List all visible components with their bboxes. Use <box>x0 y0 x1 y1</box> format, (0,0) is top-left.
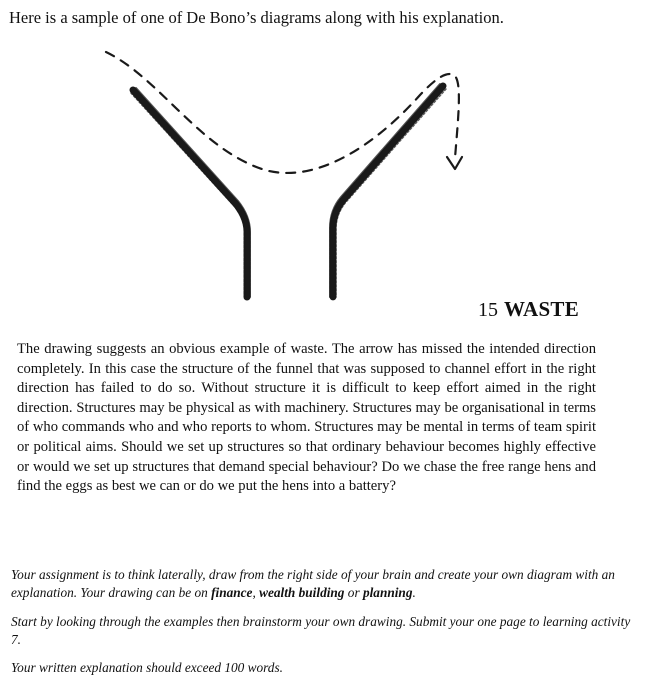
funnel-right-wall <box>330 84 446 297</box>
assignment-period: . <box>412 584 416 600</box>
assignment-intro-text: Your assignment is to think laterally, draw from the right side of your brain and create your own diagram with an explanation. Your drawing can be on <box>11 567 615 600</box>
funnel-left-wall <box>131 88 250 297</box>
topic-planning: planning <box>362 584 413 600</box>
arrow-head-icon <box>447 157 462 169</box>
diagram-title-word: WASTE <box>504 297 580 321</box>
diagram-number: 15 <box>478 299 498 321</box>
intro-text: Here is a sample of one of De Bono’s diagrams along with his explanation. <box>9 8 504 27</box>
separator-comma: , <box>252 584 260 600</box>
topic-wealth-building: wealth building <box>259 584 345 600</box>
separator-or: or <box>344 584 363 600</box>
assignment-paragraph <box>11 566 639 601</box>
diagram-explanation: The drawing suggests an obvious example of waste. The arrow has missed the intended direction completely. In this case the structure of the funnel that was supposed to channel effort in the right direction has failed to do so. Without structure it is difficult to keep effort aimed in the right direction. Structures may be physical as with machinery. Structures may be organisational in terms of who commands who and who reports to whom. Structures may be mental in terms of team spirit or political aims. Should we set up structures so that ordinary behaviour becomes highly effective or would we set up structures that demand special behaviour? Do we chase the free range hens and find the eggs as best we can or do we put the hens into a battery? <box>17 341 596 495</box>
funnel-diagram <box>0 0 647 310</box>
diagram-title <box>478 297 579 322</box>
instructions-paragraph: Start by looking through the examples then brainstorm your own drawing. Submit your one page to learning activity 7. <box>11 614 631 647</box>
word-count-paragraph: Your written explanation should exceed 100 words. <box>11 660 283 675</box>
topic-finance: finance <box>211 584 253 600</box>
